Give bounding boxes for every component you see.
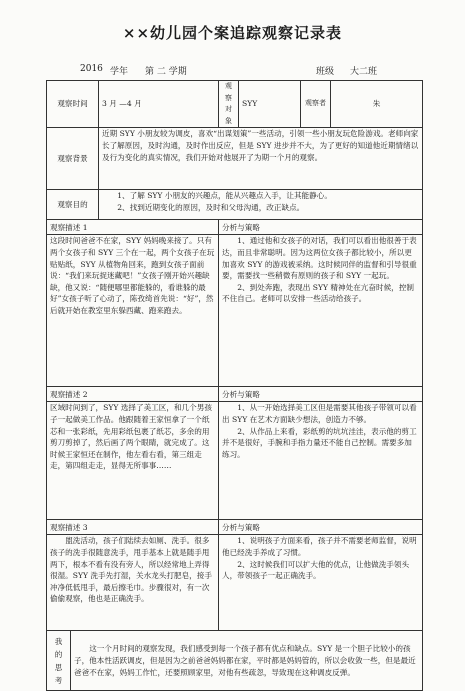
section-2-desc-title: 观察描述 2 [47,387,219,402]
section-1-analysis-item: 2、到处奔跑，表现出 SYY 精神处在亢奋时候，控制不住自己。老师可以安排一些活动给孩子。 [222,282,414,304]
section-2-analysis-item: 2、从作品上来看，彩纸剪的坑坑洼洼，表示他的剪工并不是很好，手腕和手指力量还不能自己控制。需要多加练习。 [222,426,417,459]
section-1-analysis-cell [219,235,423,387]
purpose-cell [99,190,423,220]
section-2-desc-cell [47,402,219,520]
observation-table [46,80,423,691]
observer-label: 观察者 [301,81,331,128]
purpose-item: 1、了解 SYY 小朋友的兴趣点，能从兴趣点入手，让其能静心。 [117,191,332,201]
section-1-analysis-item: 1、通过他和女孩子的对话，我们可以看出他很善于表达，而且非常聪明。因为这两位女孩子都比较小，所以更加喜欢 SYY 的游戏被采纳。这时候同伴的监督和引导很重要，需要找一些稍微有原则的孩子和 SYY 一起玩。 [222,236,417,281]
section-1-header-row [47,220,423,235]
purpose-row [47,190,423,220]
reflection-label-char: 我 [54,636,63,646]
background-label: 观察背景 [47,128,99,190]
section-1-analysis-title: 分析与策略 [219,220,423,235]
section-1-desc-title: 观察描述 1 [47,220,219,235]
background-text: 近期 SYY 小朋友较为调皮，喜欢“出谋划策”一些活动，引领一些小朋友玩危险游戏。老师向家长了解原因，及时沟通，及时作出反应，但是 SYY 进步并不大，为了更好的知道他近期情绪以及行为变化的真实情况，我们开始对他展开了为期一个月的观察。 [102,129,419,162]
info-row [47,81,423,128]
class-value: 大二班 [350,67,378,77]
time-label: 观察时间 [47,81,99,128]
background-row [47,128,423,190]
purpose-item: 2、找到近期变化的原因，及时和父母沟通，改正缺点。 [117,202,305,212]
time-value: 3 月 —4 月 [99,81,219,128]
section-3-desc: 盥洗活动，孩子们陆续去如厕、洗手。很多孩子的洗手很随意洗手，甩手基本上就是随手甩两下，根本不看有没有旁人，所以经常地上弄得很湿。SYY 洗手先打湿，关水龙头打肥皂，接手冲净低低甩手，最后擦毛巾。步骤很对，有一次偷偷观察，他也是正确洗手。 [50,536,212,604]
reflection-label-char: 的 [54,649,63,659]
term: 第 二 学期 [145,67,187,77]
background-cell [99,128,423,190]
reflection-label-char: 思 [54,662,63,672]
page-title: ××幼儿园个案追踪观察记录表 [122,24,343,42]
school-year: 2016 [80,64,103,74]
section-3-analysis-item: 2、这时候我们可以扩大他的优点，让他做洗手领头人，带领孩子一起正确洗手。 [222,559,410,581]
class-label: 班级 [316,67,335,77]
section-2-header-row [47,387,423,402]
section-3-header-row [47,520,423,535]
target-label: 观察对象 [219,81,239,128]
reflection-label [47,631,71,691]
section-1-body-row [47,235,423,387]
reflection-row [47,631,423,691]
school-year-suffix: 学年 [110,67,129,77]
section-2-analysis-cell [219,402,423,520]
reflection-text: 这一个月时间的观察发现，我们感受到每一个孩子都有优点和缺点。SYY 是一个胆子比较小的孩子，他本性活跃调皮，但是因为之前爸爸妈妈都在家，平时都是妈妈管的，所以会收敛一些，但是最近爸爸不在家，妈妈工作忙，还要照顾家里，对他有些疏忽，导致现在这种调皮反弹。 [74,644,416,677]
section-2-analysis-title: 分析与策略 [219,387,423,402]
section-1-desc-cell [47,235,219,387]
section-3-analysis-item: 1、说明孩子方面来看，孩子并不需要老师监督，说明他已经洗手养成了习惯。 [222,536,417,557]
section-3-desc-cell [47,535,219,631]
section-3-analysis-title: 分析与策略 [219,520,423,535]
section-3-desc-title: 观察描述 3 [47,520,219,535]
reflection-cell [71,631,423,691]
observer-value: 朱 [331,81,423,128]
section-2-body-row [47,402,423,520]
section-2-desc: 区域时间到了，SYY 选择了美工区，和几个男孩子一起做美工作品。他跟随着王家恒拿了一个纸芯和一张彩纸，先用彩纸包裹了纸芯，多余的用剪刀剪掉了，然后画了两个眼睛，就完成了。这时候王家恒还在制作，他左看右看，第三组走走，第四组走走，显得无所事事…… [50,403,212,471]
section-1-desc: 这段时间爸爸不在家，SYY 妈妈晚来接了。只有两个女孩子和 SYY 三个在一起，两个女孩子在玩贴贴纸，SYY 从植物角回来，跑到女孩子面前说：“我们来玩捉迷藏吧！”女孩子刚开始兴趣缺缺，他又说：“随便哪里都能躲的，看谁躲的最好”女孩子听了心动了，陈孜绮首先说：“好”，然后就开始在教室里东躲西藏、跑来跑去。 [50,236,215,315]
target-value: SYY [239,81,301,128]
section-3-analysis-cell [219,535,423,631]
section-2-analysis-item: 1、从一开始选择美工区但是需要其他孩子带领可以看出 SYY 在艺术方面缺少想法，创造力不够。 [222,403,417,424]
section-3-body-row [47,535,423,631]
purpose-label: 观察目的 [47,190,99,220]
reflection-label-char: 考 [54,675,63,685]
